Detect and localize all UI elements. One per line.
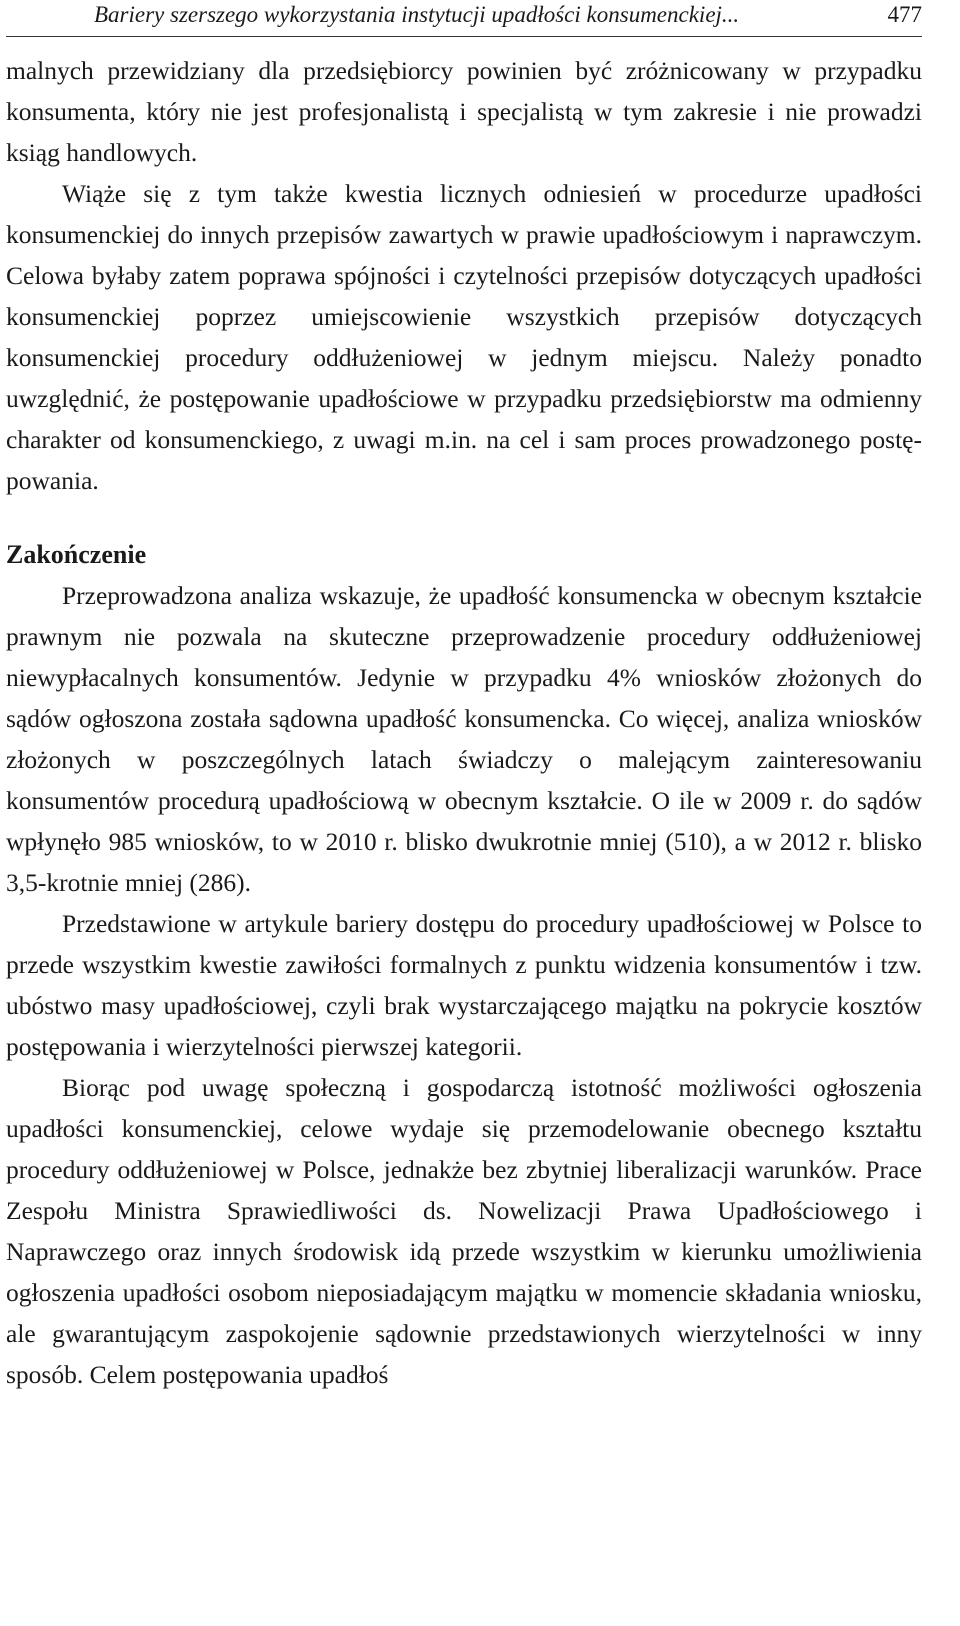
section-heading: Zakończenie <box>6 540 147 569</box>
paragraph: Biorąc pod uwagę społeczną i gospodarczą istotność możliwości ogłoszenia upadłości konsumenckiej, celowe wydaje się przemodelowanie obecnego kształtu procedury oddłużeniowej w Polsce, jednakże bez zbytniej liberalizacji warunków. Prace Zespołu Ministra Sprawiedliwości ds. Nowelizacji Prawa Upadłościowego i Naprawczego oraz innych środowisk idą przede wszystkim w kierunku umożliwienia ogłoszenia upadłości osobom nieposiadającym majątku w momencie składania wniosku, ale gwarantującym zaspokojenie sądownie przedstawionych wierzytelności w inny sposób. Celem postępowania upadłoś <box>6 1073 922 1389</box>
paragraph: Przedstawione w artykule bariery dostępu do procedury upadłościowej w Polsce to przede wszystkim kwestie zawiłości formalnych z punktu widzenia konsumentów i tzw. ubóstwo masy upadłościowej, czyli brak wystarczającego majątku na pokrycie kosztów postępowania i wierzytelności pierwszej kategorii. <box>6 909 922 1061</box>
document-page <box>6 0 922 1395</box>
paragraph-continued: malnych przewidziany dla przedsiębiorcy powinien być zróżnicowany w przypadku konsumenta, który nie jest profesjonalistą i specjalistą w tym zakresie i nie prowadzi ksiąg handlowych. <box>6 56 922 167</box>
running-header <box>6 0 922 37</box>
page-number: 477 <box>887 2 922 27</box>
paragraph: Przeprowadzona analiza wskazuje, że upadłość konsumencka w obecnym kształcie prawnym nie pozwala na skuteczne przeprowadzenie procedury oddłużeniowej niewypłacalnych konsumentów. Jedynie w przypadku 4% wniosków złożonych do sądów ogłoszona została sądowna upadłość konsumencka. Co więcej, analiza wniosków złożonych w poszczególnych latach świadczy o malejącym zainteresowaniu konsumentów procedurą upadłościową w obecnym kształcie. O ile w 2009 r. do sądów wpłynęło 985 wniosków, to w 2010 r. blisko dwukrotnie mniej (510), a w 2012 r. blisko 3,5-krotnie mniej (286). <box>6 581 922 897</box>
paragraph: Wiąże się z tym także kwestia licznych odniesień w procedurze upadłości konsumenckiej do innych przepisów zawartych w prawie upadłościowym i naprawczym. Celowa byłaby zatem poprawa spójności i czytelności przepisów dotyczących upadłości konsumenckiej poprzez umiejscowienie wszystkich przepisów dotyczących konsumenckiej procedury oddłużeniowej w jednym miejscu. Należy ponadto uwzględnić, że postępowanie upadłościowe w przypadku przedsiębiorstw ma odmienny charakter od konsumenckiego, z uwagi m.in. na cel i sam proces prowadzonego postępowania. <box>6 179 922 495</box>
running-title: Bariery szerszego wykorzystania instytucji upadłości konsumenckiej... <box>94 2 740 27</box>
document-body <box>6 50 922 1395</box>
